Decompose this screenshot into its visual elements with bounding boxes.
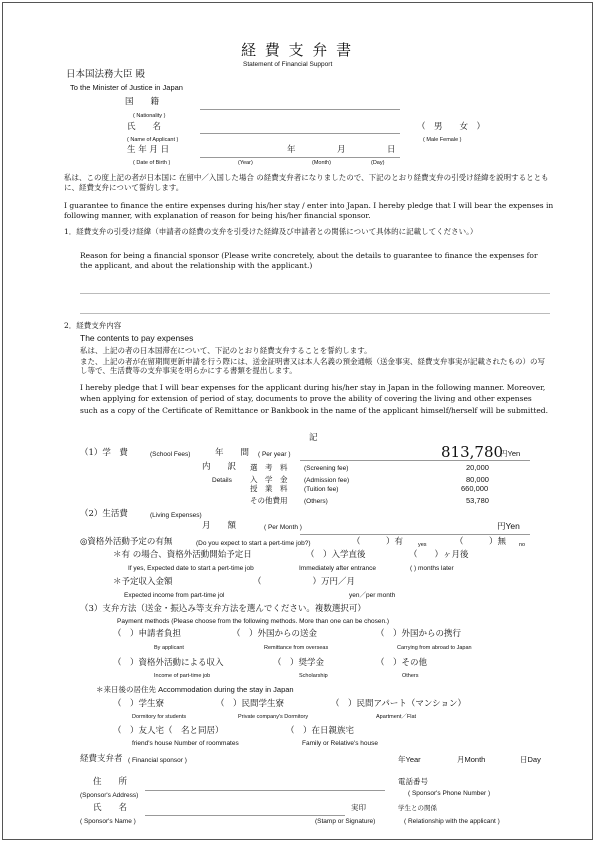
pledge-jp: 私は、この度上記の者が日本国に 在留中／入国した場合 の経費支弁者になりましたので、下記のとおり経費支弁の引受け経緯を説明するとともに、経費支弁について誓約します。: [64, 173, 549, 193]
fee-tuition-jp: 授 業 料: [250, 484, 288, 493]
residence-apartment-jp[interactable]: （ ）民間アパート（マンション）: [331, 699, 466, 709]
sex-label-en: ( Male Female ): [423, 137, 462, 143]
dob-year-jp: 年: [287, 145, 296, 155]
sponsor-address-jp: 住 所: [93, 777, 128, 787]
nationality-field[interactable]: [200, 109, 400, 110]
fee-screening-en: (Screening fee): [304, 465, 349, 472]
parttime-no-jp[interactable]: （ ）無: [455, 537, 507, 547]
tuition-label-jp: （1）学 費: [80, 448, 128, 458]
sponsor-date-month[interactable]: 月Month: [457, 755, 486, 764]
tuition-year-en: ( Per year ): [258, 451, 291, 458]
nationality-label-en: ( Nationality ): [133, 113, 166, 119]
method-applicant-jp[interactable]: （ ）申請者負担: [113, 629, 182, 639]
residence-dorm-en: Dormitory for students: [132, 714, 187, 720]
sponsor-date-year[interactable]: 年Year: [398, 755, 421, 764]
section2-para-jp1: 私は、上記の者の日本国滞在について、下記のとおり経費支弁することを誓約します。: [80, 346, 372, 355]
parttime-no-en: no: [519, 542, 526, 548]
method-remit-jp[interactable]: （ ）外国からの送金: [232, 629, 318, 639]
living-label-jp: （2）生活費: [80, 509, 128, 519]
sponsor-seal-en: (Stamp or Signature): [315, 818, 376, 825]
residence-apartment-en: Apartment／Flat: [376, 714, 417, 720]
name-label-en: ( Name of Applicant ): [127, 137, 179, 143]
income-unit-en: yen／per month: [349, 592, 396, 599]
form-title-en: Statement of Financial Support: [243, 61, 333, 68]
living-yen: 円Yen: [497, 521, 520, 531]
start-date-jp: ＊有 の場合、資格外活動開始予定日: [113, 550, 252, 560]
sponsor-address-en: (Sponsor's Address): [80, 792, 139, 799]
parttime-yes-jp[interactable]: （ ）有: [352, 537, 404, 547]
fee-others-value[interactable]: 53,780: [466, 496, 489, 505]
fee-tuition-value[interactable]: 660,000: [461, 484, 489, 493]
tuition-label-en: (School Fees): [150, 451, 191, 458]
addressee-jp: 日本国法務大臣 殿: [66, 69, 146, 80]
residence-dorm-jp[interactable]: （ ）学生寮: [113, 699, 165, 709]
residence-friend-en: friend's house Number of roommates: [132, 740, 239, 747]
start-date-en: If yes, Expected date to start a pert-time job: [128, 565, 254, 572]
method-carry-en: Carrying from abroad to Japan: [397, 645, 472, 651]
sponsor-name-jp: 氏 名: [93, 803, 128, 813]
start-opt1-en: Immediately after entrance: [299, 565, 376, 572]
fee-admission-value[interactable]: 80,000: [466, 475, 489, 484]
sponsor-address-field[interactable]: [145, 790, 385, 791]
method-others-jp[interactable]: （ ）その他: [376, 658, 428, 668]
sponsor-label-jp: 経費支弁者: [80, 754, 123, 764]
income-en: Expected income from part-time jol: [124, 592, 225, 599]
method-title-en: Payment methods (Please choose from the following methods. More than one can be chosen.): [117, 618, 390, 625]
pledge-en: I guarantee to finance the entire expenses during his/her stay / enter into Japan. I hereby pledge that I will bear the expenses in following manner, with explanation of reason for being his/her financial sponsor.: [64, 201, 554, 221]
residence-private-dorm-en: Private company's Dormitory: [238, 714, 309, 720]
dob-label-jp: 生 年 月 日: [127, 145, 170, 155]
fee-others-jp: その他費用: [250, 496, 288, 505]
applicant-name-field[interactable]: [200, 133, 400, 134]
sponsor-relationship-jp: 学生との関係: [398, 804, 437, 812]
method-scholarship-jp[interactable]: （ ）奨学金: [273, 658, 325, 668]
section1-title-en: Reason for being a financial sponsor (Please write concretely, about the details to guarantee to finance the expenses for the applicant, and about the relationship with the applicant.): [80, 251, 538, 271]
ki-mark: 記: [309, 433, 318, 443]
residence-relative-en: Family or Relative's house: [302, 740, 379, 747]
tuition-amount[interactable]: 813,780: [441, 443, 504, 461]
start-opt1-jp[interactable]: （ ）入学直後: [306, 550, 366, 560]
living-month-en: ( Per Month ): [264, 524, 302, 531]
sponsor-phone-jp: 電話番号: [398, 777, 428, 786]
dob-month-en: (Month): [312, 160, 331, 166]
sponsor-label-en: ( Financial sponsor ): [128, 757, 187, 764]
tuition-amount-underline: [300, 460, 530, 461]
dob-day-jp: 日: [387, 145, 396, 155]
start-opt2-jp[interactable]: （ ）ヶ月後: [409, 550, 469, 560]
fee-screening-jp: 選 考 料: [250, 463, 288, 472]
residence-title: ＊来日後の居住先 Accommodation during the stay in Japan: [96, 685, 294, 694]
details-label-en: Details: [212, 477, 232, 484]
method-parttime-en: Income of part-time job: [154, 673, 211, 679]
sponsor-name-field[interactable]: [145, 815, 345, 816]
section1-title-jp: 1．経費支弁の引受け経緯（申請者の経費の支弁を引受けた経緯及び申請者との関係について具体的に記載してください。）: [64, 227, 478, 236]
sponsor-name-en: ( Sponsor's Name ): [80, 818, 136, 825]
addressee-en: To the Minister of Justice in Japan: [70, 83, 183, 92]
parttime-yes-en: yes: [418, 542, 427, 548]
method-others-en: Others: [402, 673, 419, 679]
section1-line-2[interactable]: [80, 313, 550, 314]
living-amount-field[interactable]: [300, 534, 530, 535]
dob-day-en: (Day): [371, 160, 385, 166]
fee-admission-jp: 入 学 金: [250, 475, 288, 484]
tuition-year-jp: 年 間: [215, 448, 250, 458]
form-title-jp: 経 費 支 弁 書: [241, 41, 354, 59]
residence-private-dorm-jp[interactable]: （ ）民間学生寮: [216, 699, 285, 709]
section2-title-jp: 2．経費支弁内容: [64, 321, 122, 330]
method-parttime-jp[interactable]: （ ）資格外活動による収入: [113, 658, 224, 668]
fee-tuition-en: (Tuition fee): [304, 486, 339, 493]
sponsor-relationship-en: ( Relationship with the applicant ): [404, 818, 500, 825]
dob-month-jp: 月: [337, 145, 346, 155]
income-unit-jp[interactable]: （ ）万円／月: [253, 577, 356, 587]
method-applicant-en: By applicant: [154, 645, 184, 651]
section2-title-en: The contents to pay expenses: [80, 333, 194, 343]
parttime-q-en: (Do you expect to start a pert-time job?): [196, 540, 311, 547]
method-remit-en: Remittance from overseas: [264, 645, 329, 651]
living-month-jp: 月 額: [202, 521, 237, 531]
income-jp: ＊予定収入金額: [113, 577, 173, 587]
start-opt2-en: ( ) months later: [410, 565, 454, 572]
fee-screening-value[interactable]: 20,000: [466, 463, 489, 472]
method-title-jp: （3）支弁方法（送金・振込み等支弁方法を選んでください。複数選択可）: [80, 604, 366, 614]
details-label-jp: 内 訳: [202, 462, 237, 472]
section2-para-jp2: また、上記の者が在留期間更新申請を行う際には、送金証明書又は本人名義の預金通帳（送金事実、経費支弁事実が記載されたもの）の写し等で、生活費等の支弁事実を明らかにする書類を提出します。: [80, 357, 545, 376]
sponsor-seal-jp: 実印: [351, 803, 366, 812]
living-label-en: (Living Expenses): [150, 512, 202, 519]
dob-field[interactable]: [200, 157, 400, 158]
sex-label-jp[interactable]: （ 男 女 ）: [417, 122, 486, 132]
section2-para-en: I hereby pledge that I will bear expenses for the applicant during his/her stay in Japan in the following manner. Moreover, when applying for extension of period of stay, documents to prove the ability of covering the living and other expenses such as a copy of the Certificate of Remittance or Bankbook in the name of the applicant himself/herself will be submitted.: [80, 383, 548, 415]
dob-year-en: (Year): [238, 160, 253, 166]
fee-admission-en: (Admission fee): [304, 477, 350, 484]
fee-others-en: (Others): [304, 498, 328, 505]
sponsor-date-day[interactable]: 日Day: [520, 755, 541, 764]
sponsor-phone-en: ( Sponsor's Phone Number ): [408, 790, 491, 797]
residence-relative-jp[interactable]: （ ）在日親族宅: [286, 726, 355, 736]
tuition-yen: 円Yen: [500, 449, 521, 458]
method-scholarship-en: Scholarship: [299, 673, 328, 679]
nationality-label-jp: 国 籍: [125, 97, 160, 107]
name-label-jp: 氏 名: [127, 122, 162, 132]
section1-line-1[interactable]: [80, 293, 550, 294]
dob-label-en: ( Date of Birth ): [133, 160, 171, 166]
parttime-q-jp: ◎資格外活動予定の有無: [80, 537, 173, 547]
method-carry-jp[interactable]: （ ）外国からの携行: [376, 629, 462, 639]
residence-friend-jp[interactable]: （ ）友人宅（ 名と同居）: [113, 726, 224, 736]
